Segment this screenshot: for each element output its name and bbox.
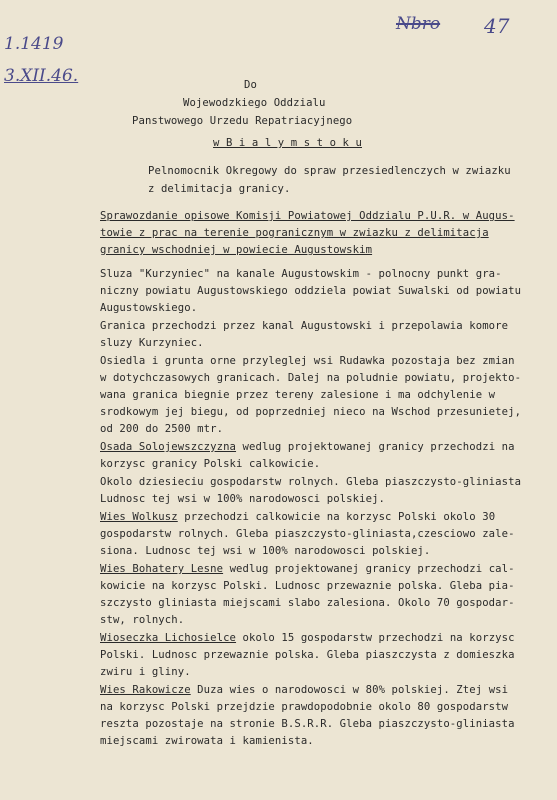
address-line1: Wojewodzkiego Oddzialu <box>183 97 326 109</box>
body-line: zwiru i gliny. <box>100 666 191 678</box>
body-line: Okolo dziesieciu gospodarstw rolnych. Gleba piaszczysto-gliniasta <box>100 476 522 488</box>
handwritten-ref: 47 <box>484 14 510 38</box>
body-line: sluzy Kurzyniec. <box>100 337 204 349</box>
address-to: Do <box>244 79 257 91</box>
place-name: Wies Rakowicze <box>100 684 191 696</box>
handwritten-struck-ref: Nbro <box>396 14 441 34</box>
body-line: korzysc granicy Polski calkowicie. <box>100 458 321 470</box>
body-line: reszta pozostaje na stronie B.S.R.R. Gleba piaszczysto-gliniasta <box>100 718 515 730</box>
body-line: w dotychczasowych granicach. Dalej na poludnie powiatu, projekto- <box>100 372 522 384</box>
body-line: kowicie na korzysc Polski. Ludnosc przewaznie polska. Gleba pia- <box>100 580 515 592</box>
body-line: szczysto gliniasta miejscami slabo zalesiona. Okolo 70 gospodar- <box>100 597 515 609</box>
body-line: Wies Wolkusz przechodzi calkowicie na korzysc Polski okolo 30 <box>100 511 496 523</box>
body-line: siona. Ludnosc tej wsi w 100% narodowosci polskiej. <box>100 545 431 557</box>
body-line: Osiedla i grunta orne przyleglej wsi Rudawka pozostaja bez zmian <box>100 355 515 367</box>
place-name: Wioseczka Lichosielce <box>100 632 237 644</box>
body-line: Wioseczka Lichosielce okolo 15 gospodarstw przechodzi na korzysc <box>100 632 515 644</box>
body-line: na korzysc Polski przejdzie prawdopodobnie okolo 80 gospodarstw <box>100 701 509 713</box>
subject-line: towie z prac na terenie pogranicznym w zwiazku z delimitacja <box>100 227 489 239</box>
sender-line: Pelnomocnik Okregowy do spraw przesiedlenczych w zwiazku <box>148 165 511 177</box>
handwritten-date: 3.XII.46. <box>4 66 79 86</box>
body-line: Wies Bohatery Lesne wedlug projektowanej granicy przechodzi cal- <box>100 563 515 575</box>
subject-line: granicy wschodniej w powiecie Augustowskim <box>100 244 373 256</box>
body-line: gospodarstw rolnych. Gleba piaszczysto-gliniasta,czesciowo zale- <box>100 528 515 540</box>
body-line: Ludnosc tej wsi w 100% narodowosci polskiej. <box>100 493 386 505</box>
body-line: srodkowym jej biegu, od poprzedniej nieco na Wschod przesunietej, <box>100 406 522 418</box>
body-line: stw, rolnych. <box>100 614 185 626</box>
body-line: niczny powiatu Augustowskiego oddziela powiat Suwalski od powiatu <box>100 285 522 297</box>
address-line2: Panstwowego Urzedu Repatriacyjnego <box>132 115 353 127</box>
place-name: Wies Wolkusz <box>100 511 178 523</box>
body-line: Augustowskiego. <box>100 302 198 314</box>
body-line: wana granica biegnie przez tereny zalesione i ma odchylenie w <box>100 389 496 401</box>
place-name: Osada Solojewszczyzna <box>100 441 237 453</box>
body-line: Wies Rakowicze Duza wies o narodowosci w 80% polskiej. Ztej wsi <box>100 684 509 696</box>
place-name: Wies Bohatery Lesne <box>100 563 224 575</box>
body-line: Sluza "Kurzyniec" na kanale Augustowskim - polnocny punkt gra- <box>100 268 502 280</box>
body-line: miejscami zwirowata i kamienista. <box>100 735 314 747</box>
body-line: Osada Solojewszczyzna wedlug projektowanej granicy przechodzi na <box>100 441 515 453</box>
handwritten-number: 1.1419 <box>4 34 64 54</box>
sender-line: z delimitacja granicy. <box>148 183 291 195</box>
address-city: w B i a l y m s t o k u <box>213 137 362 149</box>
subject-line: Sprawozdanie opisowe Komisji Powiatowej Oddzialu P.U.R. w Augus- <box>100 210 515 222</box>
body-line: Polski. Ludnosc przewaznie polska. Gleba piaszczysta z domieszka <box>100 649 515 661</box>
body-line: Granica przechodzi przez kanal Augustowski i przepolawia komore <box>100 320 509 332</box>
body-line: od 200 do 2500 mtr. <box>100 423 224 435</box>
